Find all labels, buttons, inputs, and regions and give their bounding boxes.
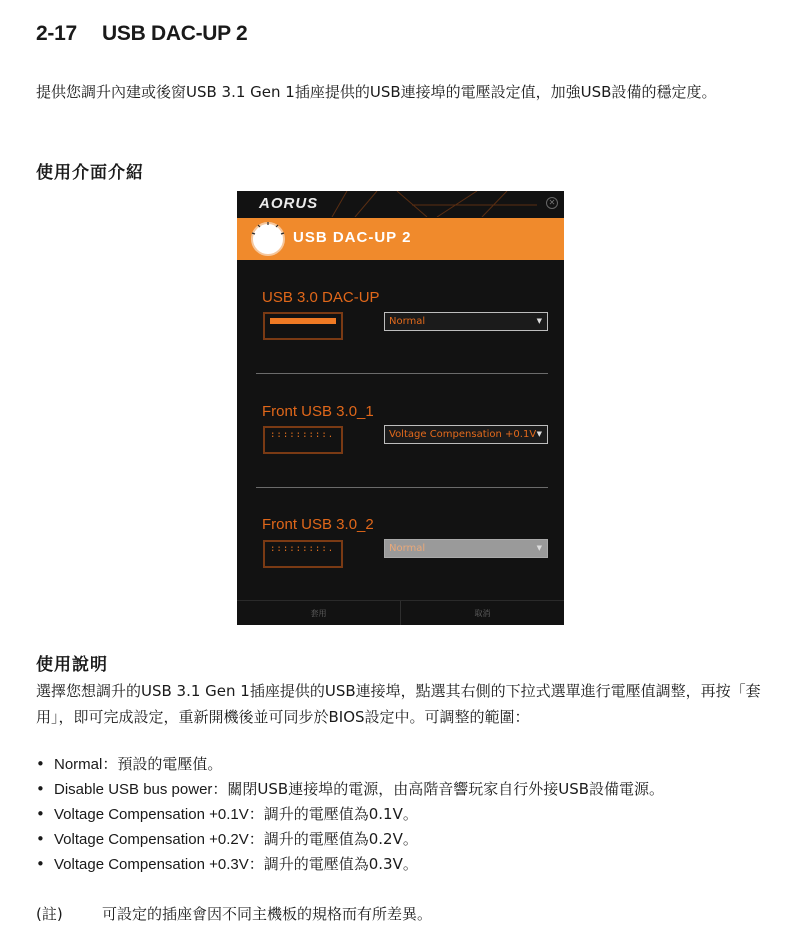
section-number: 2-17 (36, 22, 77, 45)
section-title: USB DAC-UP 2 (102, 22, 248, 45)
option-name: Voltage Compensation +0.1V (54, 806, 249, 823)
dropdown-value: Normal (389, 543, 426, 554)
list-item: • Voltage Compensation +0.2V：調升的電壓值為0.2V。 (36, 830, 418, 848)
option-desc: ：調升的電壓值為0.2V。 (248, 830, 418, 848)
option-name: Normal (54, 756, 103, 773)
dropdown-value: Voltage Compensation +0.1V (389, 429, 537, 440)
chevron-down-icon: ▼ (536, 544, 542, 552)
option-desc: ：調升的電壓值為0.3V。 (248, 855, 418, 873)
note-label: (註) (36, 905, 63, 923)
usb-dac-up-window (237, 191, 564, 625)
usage-heading: 使用說明 (36, 655, 108, 675)
dropdown-value: Normal (389, 316, 426, 327)
list-item: • Normal：預設的電壓值。 (36, 755, 223, 773)
port-level-dots: :::::::::. (270, 544, 335, 554)
port-label-front-usb30-1: Front USB 3.0_1 (262, 403, 374, 420)
option-name: Voltage Compensation +0.3V (54, 856, 249, 873)
list-item: • Disable USB bus power：關閉USB連接埠的電源，由高階音響玩家自行外接USB設備電源。 (36, 780, 665, 798)
chevron-down-icon: ▼ (536, 430, 542, 438)
port-label-usb30-dac-up: USB 3.0 DAC-UP (262, 289, 380, 306)
apply-button[interactable]: 套用 (310, 609, 327, 618)
port-indicator-front-usb30-1 (263, 426, 343, 454)
close-icon[interactable]: ✕ (546, 197, 558, 209)
interface-heading: 使用介面介紹 (36, 163, 144, 183)
voltage-options-list (36, 752, 664, 877)
option-desc: ：預設的電壓值。 (102, 755, 223, 773)
voltage-dropdown-front-usb30-1[interactable] (384, 425, 548, 444)
separator (256, 373, 548, 374)
port-indicator-usb30-dac-up (263, 312, 343, 340)
option-name: Voltage Compensation +0.2V (54, 831, 249, 848)
option-desc: ：調升的電壓值為0.1V。 (248, 805, 418, 823)
option-desc: ：關閉USB連接埠的電源，由高階音響玩家自行外接USB設備電源。 (212, 780, 665, 798)
aorus-logo: AORUS (259, 195, 319, 212)
port-indicator-front-usb30-2 (263, 540, 343, 568)
option-name: Disable USB bus power (54, 781, 213, 798)
list-item: • Voltage Compensation +0.3V：調升的電壓值為0.3V。 (36, 855, 418, 873)
separator (256, 487, 548, 488)
voltage-dropdown-usb30-dac-up[interactable] (384, 312, 548, 331)
list-item: • Voltage Compensation +0.1V：調升的電壓值為0.1V。 (36, 805, 418, 823)
app-footer (237, 600, 564, 625)
usage-paragraph: 選擇您想調升的USB 3.1 Gen 1插座提供的USB連接埠，點選其右側的下拉式選單進行電壓值調整，再按「套用」，即可完成設定，重新開機後並可同步於BIOS設定中。可調整的範圍： (36, 682, 761, 726)
voltage-dropdown-front-usb30-2[interactable] (384, 539, 548, 558)
port-level-dots: :::::::::. (270, 430, 335, 440)
chevron-down-icon: ▼ (536, 317, 542, 325)
note-text: 可設定的插座會因不同主機板的規格而有所差異。 (102, 905, 433, 923)
app-header-title: USB DAC-UP 2 (293, 229, 412, 246)
app-header (237, 218, 564, 260)
cancel-button[interactable]: 取消 (474, 609, 491, 618)
intro-paragraph: 提供您調升內建或後窗USB 3.1 Gen 1插座提供的USB連接埠的電壓設定值，加強USB設備的穩定度。 (36, 83, 717, 101)
port-level-bar (270, 318, 336, 324)
knob-icon (250, 221, 286, 257)
section-heading (36, 22, 247, 46)
app-title-bar (237, 191, 564, 217)
port-label-front-usb30-2: Front USB 3.0_2 (262, 516, 374, 533)
